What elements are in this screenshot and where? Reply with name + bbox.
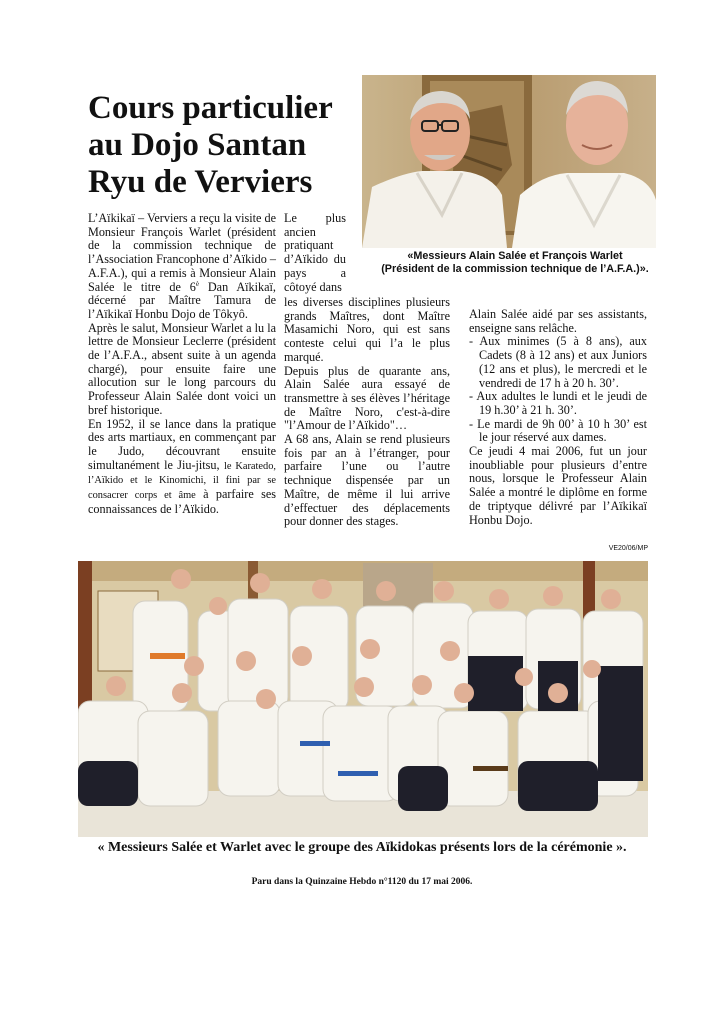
title-line-3: Ryu de Verviers bbox=[88, 164, 313, 200]
col2-paragraph-2: Depuis plus de quarante ans, Alain Salée aura essayé de transmettre à ses élèves l’héritage de Maître Noro, c'est-à-dire "l’Amour de l’Aïkido"… bbox=[284, 363, 450, 433]
photo-top-caption-line-2: (Président de la commission technique de l’A.F.A.)». bbox=[381, 263, 649, 275]
title-line-1: Cours particulier bbox=[88, 90, 333, 126]
article-column-2-intro bbox=[284, 212, 346, 294]
photo-top-caption-line-1: «Messieurs Alain Salée et François Warlet bbox=[407, 250, 623, 262]
photo-group-image bbox=[78, 561, 648, 837]
col1-p1-text-end: Dan Aïkikaï, décerné par Maître Tamura de l’Aïkikaï Honbu Dojo de Tôkyô. bbox=[88, 279, 276, 321]
photo-salee-warlet-image bbox=[362, 75, 656, 248]
col3-paragraph-1: Alain Salée aidé par ses assistants, enseigne sans relâche. bbox=[469, 307, 647, 335]
col2-paragraph-1-rest: les diverses disciplines plusieurs grands Maîtres, dont Maître Masamichi Noro, qui est sans conteste celui qui l’a le plus marqué. bbox=[284, 295, 450, 364]
col3-paragraph-2: Ce jeudi 4 mai 2006, fut un jour inoubliable pour plusieurs d’entre nous, lorsque le Professeur Alain Salée a montré le diplôme en forme de triptyque délivré par l’Aïkikaï Honbu Dojo. bbox=[469, 444, 647, 527]
schedule-item-adults: - Aux adultes le lundi et le jeudi de 19 h.30’ à 21 h. 30’. bbox=[469, 389, 647, 417]
schedule-item-youth: - Aux minimes (5 à 8 ans), aux Cadets (8 à 12 ans) et aux Juniors (12 ans et plus), le mercredi et le vendredi de 17 h à 20 h. 30’. bbox=[469, 334, 647, 390]
article-reference: VE20/06/MP bbox=[608, 545, 648, 552]
photo-group bbox=[78, 561, 648, 837]
article-column-2 bbox=[284, 296, 450, 529]
article-column-1 bbox=[88, 212, 276, 516]
col1-p1-superscript: è bbox=[195, 279, 199, 288]
col1-paragraph-3 bbox=[88, 418, 276, 517]
article-title bbox=[88, 90, 358, 201]
col1-p3-end: à parfaire ses connaissances de l’Aïkido. bbox=[88, 487, 276, 516]
col2-paragraph-3: A 68 ans, Alain se rend plusieurs fois par an à l’étranger, pour parfaire l’une ou l’autre technique dispensée par un Maître, de même il lui arrive d’effectuer des déplacements pour donner des stages. bbox=[284, 432, 450, 529]
publication-footer: Paru dans la Quinzaine Hebdo n°1120 du 17 mai 2006. bbox=[251, 877, 473, 887]
schedule-item-ladies: - Le mardi de 9h 00’ à 10 h 30’ est le jour réservé aux dames. bbox=[469, 416, 647, 445]
col1-p3-small: le Karatedo, l’Aïkido et le Kinomichi, il fini par se consacrer corps et âme bbox=[88, 460, 277, 502]
col1-paragraph-1 bbox=[88, 212, 276, 322]
title-line-2: au Dojo Santan bbox=[88, 127, 307, 163]
col1-paragraph-2: Après le salut, Monsieur Warlet a lu la lettre de Monsieur Leclerre (président de l’A.F.A., absent suite à un agenda chargé), pour ensuite faire une allocution sur le long parcours du Professeur Alain Salée dont voici un bref historique. bbox=[88, 320, 276, 417]
photo-top-caption bbox=[370, 250, 660, 276]
article-column-3 bbox=[469, 308, 647, 527]
col1-p1-text: L’Aïkikaï – Verviers a reçu la visite de Monsieur François Warlet (président de la commission technique de l’Association Francophone d’Aïkido – A.F.A.), qui a remis à Monsieur Alain Salée le titre de 6 bbox=[88, 211, 276, 294]
col2-paragraph-1-intro: Le plus ancien pratiquant d’Aïkido du pays a côtoyé dans bbox=[284, 211, 346, 294]
photo-group-caption: « Messieurs Salée et Warlet avec le groupe des Aïkidokas présents lors de la cérémonie ». bbox=[97, 840, 627, 855]
schedule-list bbox=[469, 335, 647, 445]
photo-salee-warlet bbox=[362, 75, 656, 248]
col1-p3-start: En 1952, il se lance dans la pratique des arts martiaux, en commençant par le Judo, découvrant ensuite simultanément le Jiu-jitsu, bbox=[88, 416, 276, 472]
